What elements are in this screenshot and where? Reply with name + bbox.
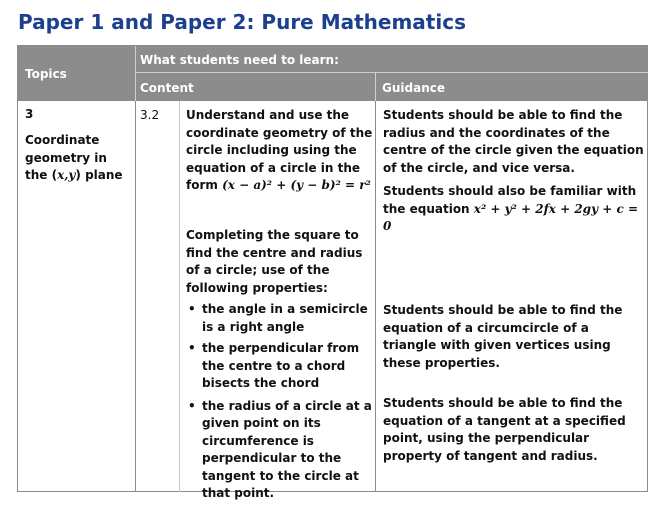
content-paragraph-2: Completing the square to find the centre and radius of a circle; use of the following properties:: [186, 228, 363, 295]
header-guidance-cell: [376, 73, 648, 101]
specification-table: [17, 45, 648, 500]
list-item: • the angle in a semicircle is a right angle: [186, 301, 376, 336]
header-what-learn-cell: [136, 46, 648, 72]
header-divider: [135, 46, 136, 101]
column-divider: [135, 101, 136, 492]
header-divider: [136, 72, 648, 73]
content-paragraph-1: Understand and use the coordinate geometry of the circle including using the equation of a circle in the form (x − a)² + (y − b)² = r²: [186, 108, 373, 192]
content-number: 3.2: [140, 108, 160, 122]
header-what-learn: What students need to learn:: [140, 53, 339, 67]
header-content-cell: [136, 73, 375, 101]
guidance-paragraph-2: Students should also be familiar with the equation x² + y² + 2fx + 2gy + c = 0: [383, 184, 638, 233]
topic-name: Coordinate geometry in the (x,y) plane: [25, 133, 123, 182]
header-topics: Topics: [25, 67, 67, 81]
list-item: • the perpendicular from the centre to a chord bisects the chord: [186, 340, 376, 393]
header-divider: [375, 73, 376, 101]
topic-number: 3: [25, 107, 34, 121]
list-item: • the radius of a circle at a given point on its circumference is perpendicular to the tangent to the circle at that point.: [186, 398, 376, 503]
circle-equation: (x − a)² + (y − b)² = r²: [222, 178, 371, 192]
header-guidance: Guidance: [382, 81, 445, 95]
column-divider: [179, 101, 180, 492]
guidance-paragraph-3: Students should be able to find the equation of a circumcircle of a triangle with given vertices using these properties.: [383, 303, 623, 370]
general-circle-equation: x² + y² + 2fx + 2gy + c = 0: [383, 201, 638, 233]
guidance-paragraph-4: Students should be able to find the equation of a tangent at a specified point, using the perpendicular property of tangent and radius.: [383, 396, 626, 463]
header-content: Content: [140, 81, 194, 95]
bullet-list: [186, 301, 376, 503]
header-topics-cell: [18, 46, 135, 101]
guidance-paragraph-1: Students should be able to find the radius and the coordinates of the centre of the circle given the equation of the circle, and vice versa.: [383, 108, 644, 175]
page-title: Paper 1 and Paper 2: Pure Mathematics: [18, 10, 466, 34]
